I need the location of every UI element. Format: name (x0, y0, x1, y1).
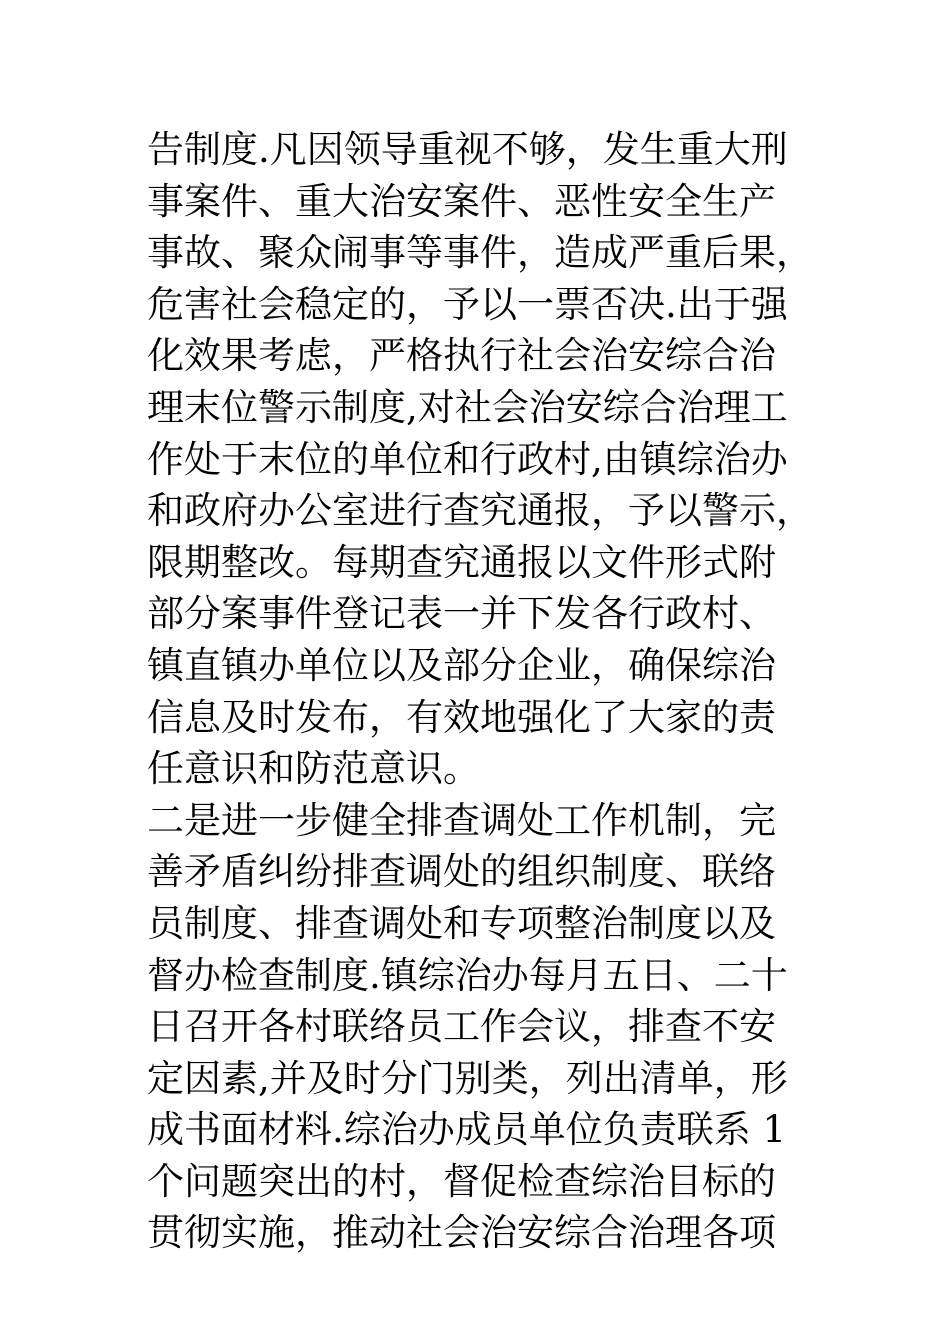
text-line: 成书面材料.综治办成员单位负责联系 1 (147, 1108, 787, 1152)
text-line: 督办检查制度.镇综治办每月五日、二十 (147, 953, 788, 997)
text-line: 员制度、排查调处和专项整治制度以及 (147, 901, 776, 945)
text-line: 限期整改。每期查究通报以文件形式附 (147, 540, 776, 584)
text-line: 作处于末位的单位和行政村,由镇综治办 (147, 437, 788, 481)
text-line: 善矛盾纠纷排查调处的组织制度、联络 (147, 850, 776, 894)
text-line: 事故、聚众闹事等事件，造成严重后果， (147, 231, 813, 275)
text-line: 告制度.凡因领导重视不够，发生重大刑 (147, 128, 788, 171)
text-line: 二是进一步健全排查调处工作机制，完 (147, 798, 776, 842)
text-line: 镇直镇办单位以及部分企业，确保综治 (147, 643, 776, 687)
text-line: 化效果考虑，严格执行社会治安综合治 (147, 334, 776, 378)
text-line: 和政府办公室进行查究通报，予以警示， (147, 489, 813, 533)
text-line: 理末位警示制度,对社会治安综合治理工 (147, 385, 788, 429)
text-line: 贯彻实施，推动社会治安综合治理各项 (147, 1211, 776, 1255)
body-text (147, 124, 827, 1259)
text-line: 部分案事件登记表一并下发各行政村、 (147, 592, 776, 636)
text-line: 危害社会稳定的，予以一票否决.出于强 (147, 282, 788, 326)
text-line: 事案件、重大治安案件、恶性安全生产 (147, 179, 776, 223)
text-line: 定因素,并及时分门别类，列出清单，形 (147, 1056, 788, 1100)
text-line: 信息及时发布，有效地强化了大家的责 (147, 695, 776, 739)
text-line: 任意识和防范意识。 (147, 747, 480, 791)
text-line: 个问题突出的村，督促检查综治目标的 (147, 1159, 776, 1203)
text-line: 日召开各村联络员工作会议，排查不安 (147, 1005, 776, 1049)
